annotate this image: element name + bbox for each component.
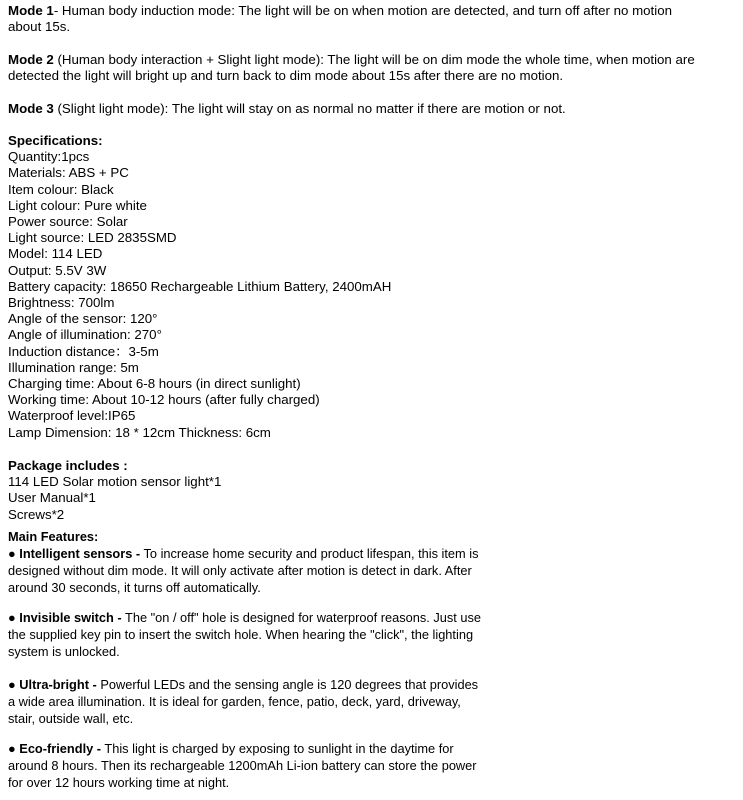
feature-text-line: around 30 seconds, it turns off automatically. bbox=[8, 580, 261, 596]
spec-item: Lamp Dimension: 18 * 12cm Thickness: 6cm bbox=[8, 424, 271, 440]
features-heading: Main Features: bbox=[8, 529, 99, 544]
spec-item: Materials: ABS + PC bbox=[8, 165, 129, 181]
spec-item: Induction distance：3-5m bbox=[8, 343, 159, 359]
feature-invisible-switch bbox=[8, 609, 481, 661]
spec-item: Model: 114 LED bbox=[8, 246, 103, 262]
feature-text-line: system is unlocked. bbox=[8, 644, 120, 660]
feature-ultra-bright bbox=[8, 676, 478, 728]
spec-item: Item colour: Black bbox=[8, 181, 114, 197]
mode-2-text-line-1: (Human body interaction + Slight light mode): The light will be on dim mode the whole time, when motion are bbox=[53, 52, 695, 67]
package-section bbox=[8, 458, 221, 523]
mode-2-paragraph bbox=[8, 52, 695, 84]
package-item: 114 LED Solar motion sensor light*1 bbox=[8, 474, 222, 490]
mode-3-title: Mode 3 bbox=[8, 101, 54, 116]
feature-text-line: Powerful LEDs and the sensing angle is 120 degrees that provides bbox=[96, 677, 479, 692]
mode-1-title: Mode 1 bbox=[8, 3, 54, 18]
feature-title: ● Eco-friendly - bbox=[8, 741, 102, 756]
package-item: Screws*2 bbox=[8, 506, 65, 522]
spec-item: Illumination range: 5m bbox=[8, 359, 139, 375]
spec-item: Power source: Solar bbox=[8, 214, 128, 230]
mode-1-text-line-1: - Human body induction mode: The light will be on when motion are detected, and turn off after no motion bbox=[53, 3, 672, 18]
feature-text-line: around 8 hours. Then its rechargeable 1200mAh Li-ion battery can store the power bbox=[8, 758, 477, 774]
spec-item: Quantity:1pcs bbox=[8, 149, 90, 165]
package-heading: Package includes : bbox=[8, 458, 128, 473]
spec-item: Waterproof level:IP65 bbox=[8, 408, 136, 424]
package-item: User Manual*1 bbox=[8, 490, 96, 506]
feature-title: ● Invisible switch - bbox=[8, 610, 122, 625]
feature-text-line: stair, outside wall, etc. bbox=[8, 711, 134, 727]
features-heading-block bbox=[8, 528, 98, 545]
mode-1-paragraph bbox=[8, 3, 672, 35]
mode-2-title: Mode 2 bbox=[8, 52, 54, 67]
feature-text-line: the supplied key pin to insert the switch hole. When hearing the "click", the lighting bbox=[8, 627, 474, 643]
spec-item: Brightness: 700lm bbox=[8, 295, 115, 311]
feature-text-line: This light is charged by exposing to sunlight in the daytime for bbox=[101, 741, 454, 756]
mode-3-paragraph bbox=[8, 101, 566, 117]
feature-text-line: The "on / off" hole is designed for waterproof reasons. Just use bbox=[121, 610, 482, 625]
feature-intelligent-sensors bbox=[8, 545, 479, 597]
spec-item: Angle of the sensor: 120° bbox=[8, 311, 158, 327]
feature-text-line: a wide area illumination. It is ideal for garden, fence, patio, deck, yard, driveway, bbox=[8, 694, 461, 710]
spec-item: Light source: LED 2835SMD bbox=[8, 230, 177, 246]
feature-text-line: designed without dim mode. It will only activate after motion is detect in dark. After bbox=[8, 563, 472, 579]
spec-item: Working time: About 10-12 hours (after fully charged) bbox=[8, 392, 320, 408]
specifications-heading: Specifications: bbox=[8, 133, 103, 148]
spec-item: Output: 5.5V 3W bbox=[8, 262, 107, 278]
feature-title: ● Intelligent sensors - bbox=[8, 546, 141, 561]
spec-item: Angle of illumination: 270° bbox=[8, 327, 162, 343]
feature-text-line: To increase home security and product lifespan, this item is bbox=[140, 546, 479, 561]
spec-item: Light colour: Pure white bbox=[8, 197, 147, 213]
spec-item: Charging time: About 6-8 hours (in direct sunlight) bbox=[8, 376, 301, 392]
mode-1-text-line-2: about 15s. bbox=[8, 19, 71, 35]
feature-eco-friendly bbox=[8, 740, 477, 792]
specifications-section bbox=[8, 133, 391, 441]
mode-3-text-line-1: (Slight light mode): The light will stay on as normal no matter if there are motion or not. bbox=[53, 101, 566, 116]
mode-2-text-line-2: detected the light will bright up and turn back to dim mode about 15s after there are no motion. bbox=[8, 68, 564, 84]
feature-text-line: for over 12 hours working time at night. bbox=[8, 775, 230, 791]
spec-item: Battery capacity: 18650 Rechargeable Lithium Battery, 2400mAH bbox=[8, 278, 392, 294]
feature-title: ● Ultra-bright - bbox=[8, 677, 97, 692]
